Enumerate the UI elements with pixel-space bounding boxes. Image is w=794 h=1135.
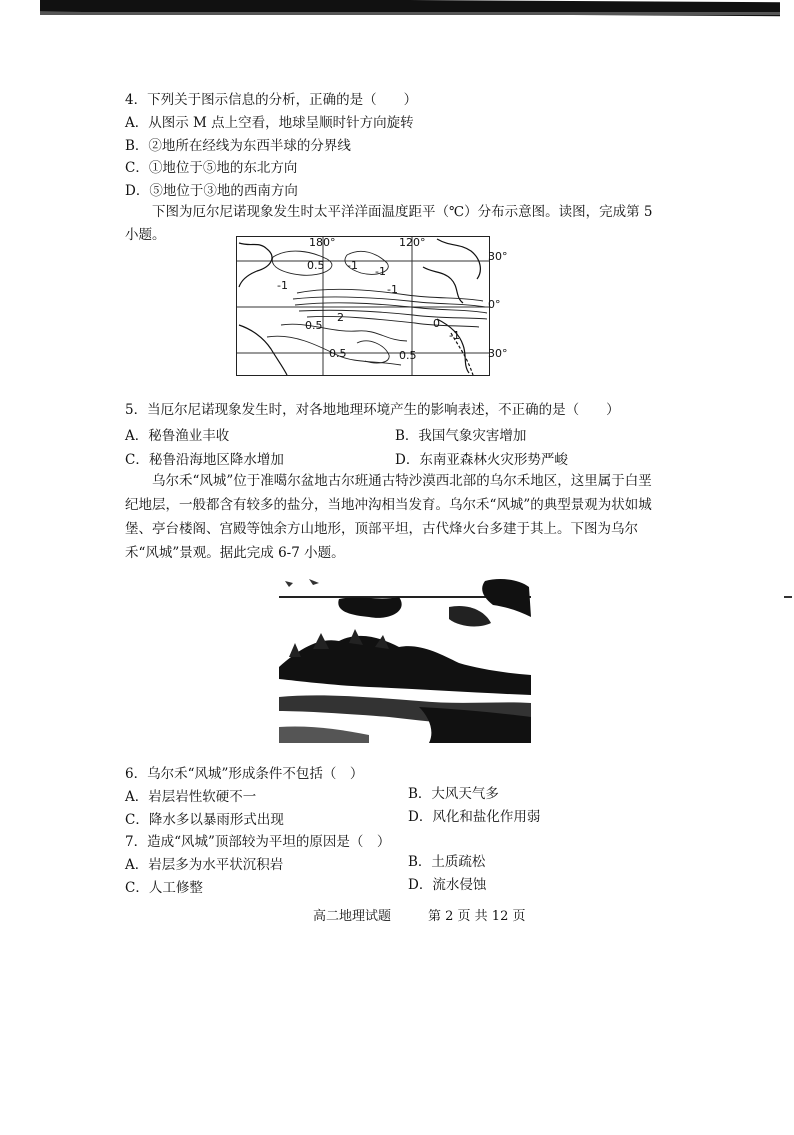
contour-label: -1 bbox=[375, 265, 386, 278]
footer-page: 第 2 页 共 12 页 bbox=[428, 909, 526, 924]
contour-label: 0.5 bbox=[305, 319, 323, 332]
footer-subject: 高二地理试题 bbox=[313, 909, 392, 924]
landscape-drawing bbox=[279, 577, 531, 743]
lat-label-0: 0° bbox=[488, 298, 501, 311]
scan-edge-line bbox=[40, 12, 780, 15]
q4-stem: 4．下列关于图示信息的分析，正确的是（ ） bbox=[125, 92, 418, 108]
contour-label: -1 bbox=[277, 279, 288, 292]
q5-option-c: C．秘鲁沿海地区降水增加 bbox=[125, 452, 284, 468]
q6-stem: 6．乌尔禾“风城”形成条件不包括（ ） bbox=[125, 766, 364, 782]
q7-stem: 7．造成“风城”顶部较为平坦的原因是（ ） bbox=[125, 834, 391, 850]
wind-city-photo bbox=[279, 577, 531, 743]
lat-label-30n: 30° bbox=[488, 250, 508, 263]
q5-option-d: D．东南亚森林火灾形势严峻 bbox=[395, 452, 568, 468]
q4-option-d: D．⑤地位于③地的西南方向 bbox=[125, 183, 298, 199]
lat-label-30s: 30° bbox=[488, 347, 508, 360]
q7-option-b: B．土质疏松 bbox=[408, 854, 486, 870]
contour-label: 0 bbox=[433, 317, 440, 330]
contour-label: -1 bbox=[347, 259, 358, 272]
q6-option-a: A．岩层岩性软硬不一 bbox=[125, 789, 257, 805]
map-intro-line2: 小题。 bbox=[125, 227, 166, 243]
contour-label: 2 bbox=[337, 311, 344, 324]
contour-label: 0.5 bbox=[399, 349, 417, 362]
contour-label: -1 bbox=[387, 283, 398, 296]
contour-label: 0.5 bbox=[329, 347, 347, 360]
scan-mark bbox=[784, 596, 792, 598]
q5-stem: 5．当厄尔尼诺现象发生时，对各地地理环境产生的影响表述，不正确的是（ ） bbox=[125, 402, 620, 418]
q6-option-c: C．降水多以暴雨形式出现 bbox=[125, 812, 284, 828]
q6-option-d: D．风化和盐化作用弱 bbox=[408, 809, 541, 825]
sst-anomaly-map bbox=[236, 236, 490, 376]
q6-option-b: B．大风天气多 bbox=[408, 786, 499, 802]
lon-label-180: 180° bbox=[309, 236, 336, 249]
map-drawing bbox=[237, 237, 489, 375]
contour-label: 0.5 bbox=[307, 259, 325, 272]
q4-option-b: B．②地所在经线为东西半球的分界线 bbox=[125, 138, 351, 154]
map-intro-line1: 下图为厄尔尼诺现象发生时太平洋洋面温度距平（℃）分布示意图。读图，完成第 5 bbox=[152, 204, 653, 220]
q5-option-a: A．秘鲁渔业丰收 bbox=[125, 428, 230, 444]
contour-label: -1 bbox=[449, 329, 460, 342]
lon-label-120: 120° bbox=[399, 236, 426, 249]
q4-option-a: A．从图示 M 点上空看，地球呈顺时针方向旋转 bbox=[125, 115, 414, 131]
q5-option-b: B．我国气象灾害增加 bbox=[395, 428, 527, 444]
q4-option-c: C．①地位于⑤地的东北方向 bbox=[125, 160, 298, 176]
q7-option-c: C．人工修整 bbox=[125, 880, 203, 896]
passage-text: 乌尔禾“风城”位于准噶尔盆地古尔班通古特沙漠西北部的乌尔禾地区，这里属于白垩纪地层，一般都含有较多的盐分，当地冲沟相当发育。乌尔禾“风城”的典型景观为状如城堡、亭台楼阁、宫殿等蚀余方山地形，顶部平坦，古代烽火台多建于其上。下图为乌尔禾“风城”景观。据此完成 6-7 小题。 bbox=[125, 473, 652, 561]
q7-option-d: D．流水侵蚀 bbox=[408, 877, 487, 893]
q7-option-a: A．岩层多为水平状沉积岩 bbox=[125, 857, 284, 873]
